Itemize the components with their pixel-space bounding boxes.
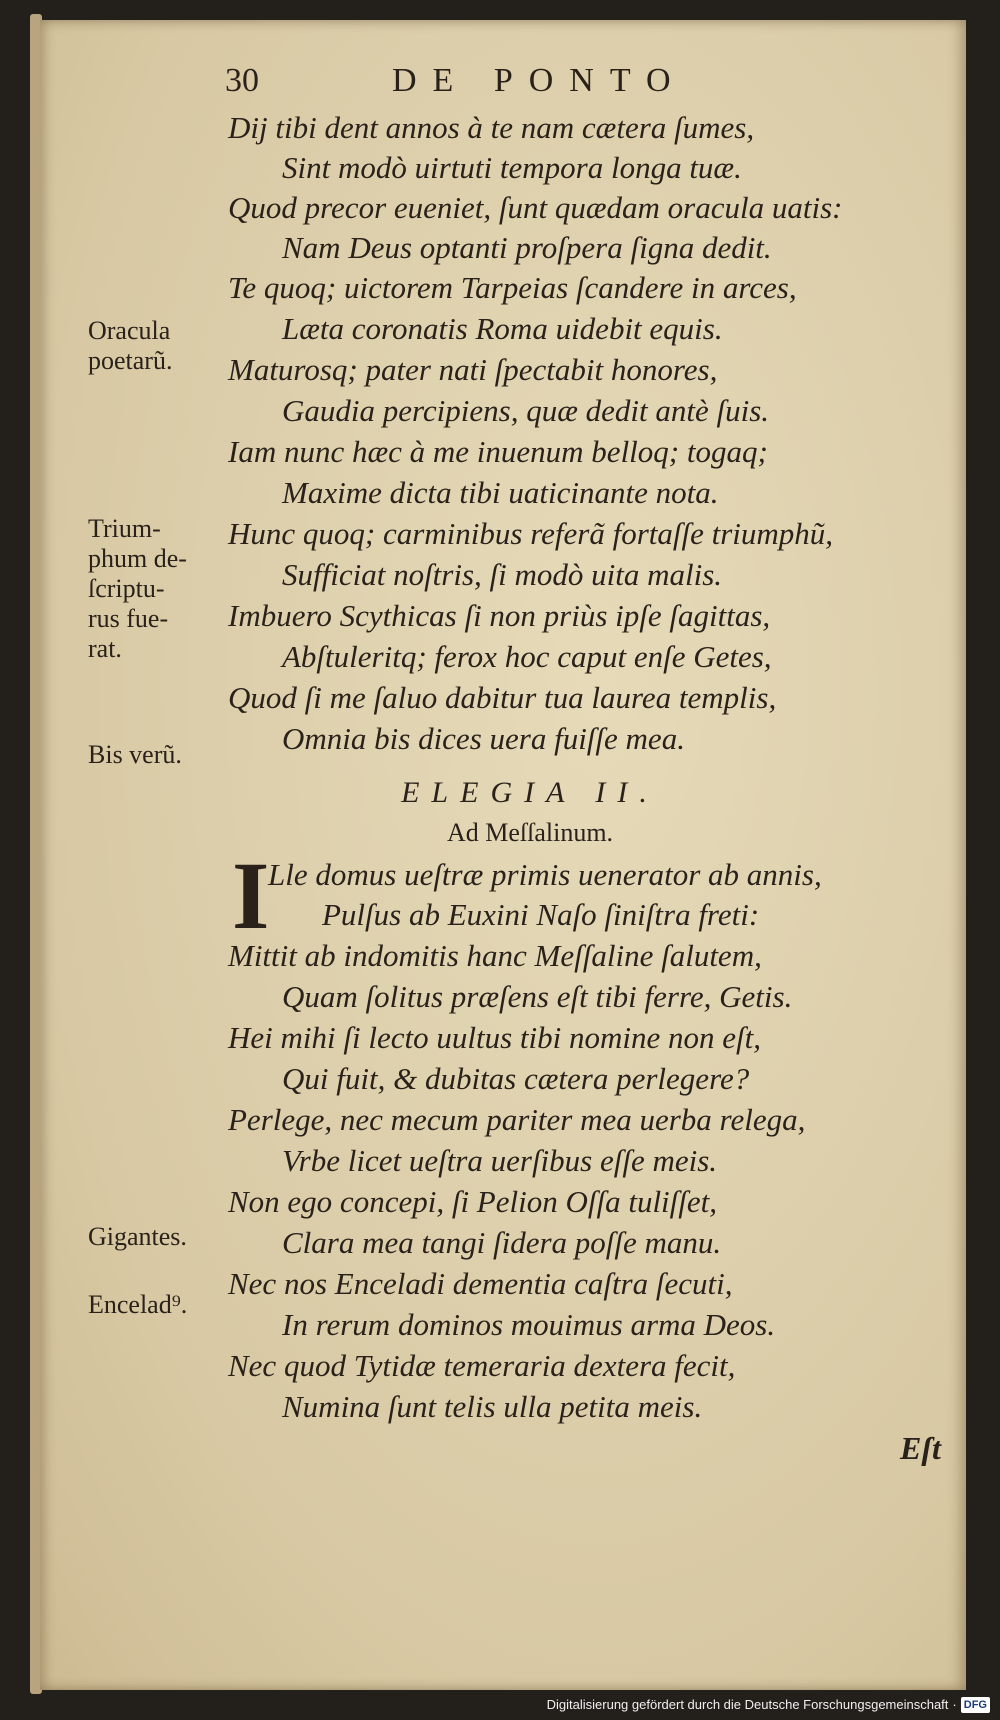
marginal-note-line: Bis verũ. bbox=[88, 740, 182, 769]
verse-line: Quam ſolitus præſens eſt tibi ferre, Getis. bbox=[282, 979, 793, 1014]
verse-line: Gaudia percipiens, quæ dedit antè ſuis. bbox=[282, 393, 770, 428]
verse-line: Nam Deus optanti proſpera ſigna dedit. bbox=[282, 230, 772, 265]
verse-line: Sint modò uirtuti tempora longa tuæ. bbox=[282, 150, 742, 185]
verse-line: Dij tibi dent annos à te nam cætera ſumes, bbox=[228, 110, 755, 145]
verse-line: Maturosq; pater nati ſpectabit honores, bbox=[228, 352, 718, 387]
footer-credit-text: Digitalisierung gefördert durch die Deutsche Forschungsgemeinschaft bbox=[546, 1697, 949, 1712]
elegia-subtitle: Ad Meſſalinum. bbox=[446, 818, 614, 847]
catchword: Eſt bbox=[900, 1430, 941, 1466]
marginal-note-line: Oracula bbox=[88, 316, 171, 345]
verse-line: Hei mihi ſi lecto uultus tibi nomine non eſt, bbox=[228, 1020, 761, 1055]
drop-capital: I bbox=[232, 842, 270, 949]
marginal-note-line: phum de- bbox=[88, 544, 187, 573]
verse-line: Quod ſi me ſaluo dabitur tua laurea templis, bbox=[228, 680, 777, 715]
verse-line: Hunc quoq; carminibus referã fortaſſe triumphũ, bbox=[228, 516, 834, 551]
marginal-note bbox=[88, 316, 172, 376]
footer-credit bbox=[547, 1694, 990, 1716]
marginal-note bbox=[88, 514, 187, 664]
verse-line: Imbuero Scythicas ſi non priùs ipſe ſagittas, bbox=[228, 598, 771, 633]
page-header bbox=[0, 62, 1000, 102]
marginal-note-line: Gigantes. bbox=[88, 1222, 187, 1251]
marginal-note bbox=[88, 740, 182, 770]
running-title: DE PONTO bbox=[392, 62, 687, 99]
verse-line: Abſtuleritq; ferox hoc caput enſe Getes, bbox=[282, 639, 772, 674]
verse-line: Numina ſunt telis ulla petita meis. bbox=[282, 1389, 703, 1424]
verse-line: Læta coronatis Roma uidebit equis. bbox=[282, 311, 723, 346]
marginal-note bbox=[88, 1222, 187, 1252]
verse-line: Clara mea tangi ſidera poſſe manu. bbox=[282, 1225, 722, 1260]
verse-line: Non ego concepi, ſi Pelion Oſſa tuliſſet, bbox=[228, 1184, 718, 1219]
verse-line: Qui fuit, & dubitas cætera perlegere? bbox=[282, 1061, 750, 1096]
marginal-note-line: ſcriptu- bbox=[88, 574, 165, 603]
verse-line: Perlege, nec mecum pariter mea uerba relega, bbox=[228, 1102, 806, 1137]
verse-line: Pulſus ab Euxini Naſo ſiniſtra freti: bbox=[322, 897, 760, 932]
verse-line: Nec quod Tytidæ temeraria dextera fecit, bbox=[228, 1348, 736, 1383]
verse-line: Quod precor eueniet, ſunt quædam oracula uatis: bbox=[228, 190, 843, 225]
verse-line: Vrbe licet ueſtra uerſibus eſſe meis. bbox=[282, 1143, 718, 1178]
verse-line: Omnia bis dices uera fuiſſe mea. bbox=[282, 721, 685, 756]
verse-line: Nec nos Enceladi dementia caſtra ſecuti, bbox=[228, 1266, 733, 1301]
verse-line: Sufficiat noſtris, ſi modò uita malis. bbox=[282, 557, 723, 592]
footer-dot: · bbox=[952, 1697, 957, 1712]
verse-line: Te quoq; uictorem Tarpeias ſcandere in arces, bbox=[228, 270, 797, 305]
marginal-note-line: poetarũ. bbox=[88, 346, 173, 375]
marginal-note-line: rus fue- bbox=[88, 604, 169, 633]
marginal-note-line: Encelad⁹. bbox=[88, 1290, 188, 1319]
verse-line: Mittit ab indomitis hanc Meſſaline ſalutem, bbox=[228, 938, 762, 973]
marginal-note-line: rat. bbox=[88, 634, 122, 663]
verse-line: Maxime dicta tibi uaticinante nota. bbox=[282, 475, 719, 510]
verse-line: Iam nunc hæc à me inuenum belloq; togaq; bbox=[228, 434, 768, 469]
marginal-note bbox=[88, 1290, 187, 1320]
elegia-title: ELEGIA II. bbox=[401, 776, 659, 809]
dfg-logo-icon: DFG bbox=[961, 1697, 990, 1713]
folio-number: 30 bbox=[225, 62, 259, 99]
verse-line: In rerum dominos mouimus arma Deos. bbox=[282, 1307, 776, 1342]
verse-line: Lle domus ueſtræ primis uenerator ab annis, bbox=[268, 857, 822, 892]
marginal-note-line: Trium- bbox=[88, 514, 161, 543]
